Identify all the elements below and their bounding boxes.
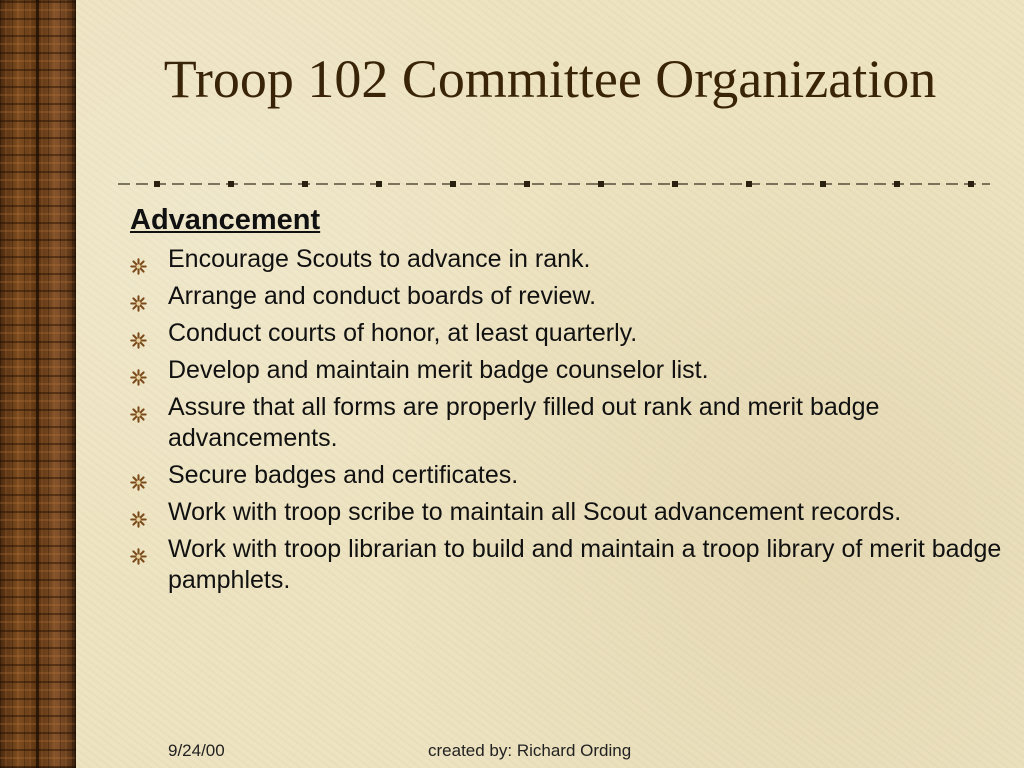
divider-dot [672, 181, 678, 187]
dashed-divider [118, 176, 990, 192]
bullet-list [130, 244, 1010, 596]
bullet-item [130, 281, 1010, 312]
star-bullet-icon [130, 326, 147, 343]
bullet-text: Encourage Scouts to advance in rank. [168, 244, 591, 273]
star-bullet-icon [130, 468, 147, 485]
section-heading: Advancement [130, 204, 321, 236]
bullet-item [130, 534, 1010, 596]
star-bullet-icon [130, 400, 147, 417]
divider-dot [450, 181, 456, 187]
bullet-text: Work with troop librarian to build and maintain a troop library of merit badge pamphlets. [168, 534, 1002, 594]
divider-dot [228, 181, 234, 187]
wood-border-strip [0, 0, 76, 768]
slide-title: Troop 102 Committee Organization [163, 49, 937, 109]
divider-dot [598, 181, 604, 187]
star-bullet-icon [130, 252, 147, 269]
bullet-text: Develop and maintain merit badge counselor list. [168, 355, 709, 384]
bullet-item [130, 318, 1010, 349]
bullet-text: Arrange and conduct boards of review. [168, 281, 597, 310]
divider-dot [302, 181, 308, 187]
bullet-item [130, 244, 1010, 275]
divider-dot [746, 181, 752, 187]
divider-dot [524, 181, 530, 187]
bullet-text: Secure badges and certificates. [168, 460, 519, 489]
divider-dot [968, 181, 974, 187]
bullet-text: Work with troop scribe to maintain all Scout advancement records. [168, 497, 902, 526]
bullet-text: Conduct courts of honor, at least quarterly. [168, 318, 638, 347]
divider-dot [376, 181, 382, 187]
star-bullet-icon [130, 363, 147, 380]
divider-dot [894, 181, 900, 187]
star-bullet-icon [130, 542, 147, 559]
bullet-text: Assure that all forms are properly filled out rank and merit badge advancements. [168, 392, 880, 452]
bullet-item [130, 392, 1010, 454]
slide-content [130, 203, 1010, 602]
divider-dot [154, 181, 160, 187]
bullet-item [130, 355, 1010, 386]
bullet-item [130, 460, 1010, 491]
star-bullet-icon [130, 289, 147, 306]
divider-dot [820, 181, 826, 187]
star-bullet-icon [130, 505, 147, 522]
footer-credit: created by: Richard Ording [428, 741, 632, 760]
bullet-item [130, 497, 1010, 528]
footer-date: 9/24/00 [168, 741, 225, 760]
